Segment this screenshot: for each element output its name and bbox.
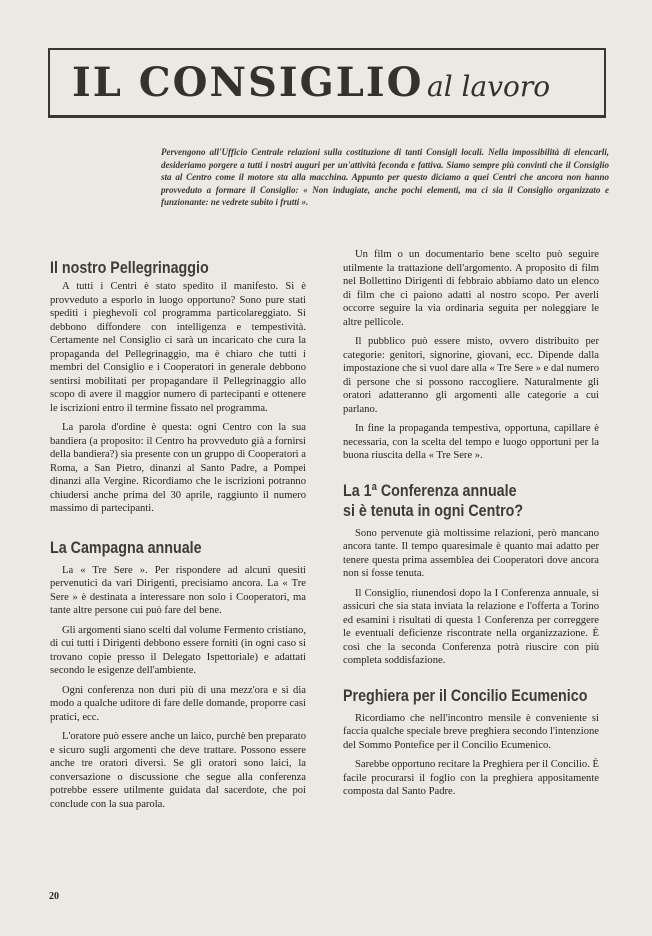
paragraph: Il Consiglio, riunendosi dopo la I Conferenza annuale, si assicuri che sia stata inviata la relazione e l'offerta a Torino ed esamini i risultati di questa 1 Conferenza per correggere le eventuali deficienze riscontrate nella organizzazione. È così che la seconda Conferenza potrà riuscire con più completa soddisfazione.: [343, 587, 599, 666]
left-column: [50, 248, 306, 811]
paragraph: Sarebbe opportuno recitare la Preghiera per il Concilio. È facile procurarsi il foglio con la preghiera appositamente composta dal Santo Padre.: [343, 759, 599, 797]
heading-pellegrinaggio: Il nostro Pellegrinaggio: [50, 258, 209, 277]
paragraph: Ogni conferenza non duri più di una mezz'ora e si dia modo a qualche uditore di fare delle domande, proporre casi pratici, ecc.: [50, 684, 306, 723]
paragraph: La « Tre Sere ». Per rispondere ad alcuni quesiti pervenutici da vari Dirigenti, precisiamo ancora. La « Tre Sere » è destinata a interessare non solo i Cooperatori, ma tante altre persone cui può fare del bene.: [50, 564, 306, 616]
paragraph: Gli argomenti siano scelti dal volume Fermento cristiano, di cui tutti i Dirigenti debbono essere forniti (in ogni caso si trovano copie presso il Delegato Ispettoriale) e adattati secondo le esigenze dell'ambiente.: [50, 624, 306, 676]
paragraph: A tutti i Centri è stato spedito il manifesto. Si è provveduto a esporlo in luogo opportuno? Sono pure stati spediti i pieghevoli col programma particolareggiato. Si debbono diffondere con intelligenza e tempestività. Certamente nel Consiglio ci sarà un incaricato che cura la propaganda del Pellegrinaggio, ma è chiaro che tutti i membri del Consiglio e i Cooperatori in generale debbono sentirsi mobilitati per propagandare il Pellegrinaggio allo scopo di avere il maggior numero di partecipanti e ottenere le iscrizioni entro il termine fissato nel programma.: [50, 281, 306, 414]
paragraph: La parola d'ordine è questa: ogni Centro con la sua bandiera (a proposito: il Centro ha provveduto già a fornirsi della bandiera?) sia presente con un gruppo di Cooperatori a Roma, a San Pietro, dinanzi al Santo Padre, a Pompei dinanzi alla Vergine. Ricordiamo che le iscrizioni potranno chiudersi anche prima del 30 aprile, raggiunto il numero massimo di partecipanti.: [50, 422, 306, 514]
heading-conferenza-line2: si è tenuta in ogni Centro?: [343, 500, 524, 520]
title-box: [48, 48, 606, 118]
heading-conferenza-line1: La 1ª Conferenza annuale: [343, 480, 517, 500]
page-number: 20: [49, 891, 59, 902]
heading-preghiera: Preghiera per il Concilio Ecumenico: [343, 685, 588, 705]
page-title: IL CONSIGLIO: [72, 59, 424, 106]
page-subtitle: al lavoro: [427, 70, 551, 103]
paragraph: Un film o un documentario bene scelto può seguire utilmente la trattazione dell'argomento. A proposito di film nel Bollettino Dirigenti di febbraio abbiamo dato un elenco di film che ci paiono adatti al nostro scopo. Per averli occorre seguire la via ordinaria seguita per noleggiare le altre pellicole.: [343, 249, 599, 328]
paragraph: L'oratore può essere anche un laico, purchè ben preparato e sicuro sugli argomenti che deve trattare. Possono essere anche tre oratori diversi. Se gli oratori sono laici, la conversazione o discussione che segue alla conferenza potrebbe essere utilmente guidata dal sacerdote, che poi conclude con la sua parola.: [50, 731, 306, 810]
paragraph: In fine la propaganda tempestiva, opportuna, capillare è necessaria, con la scelta del tempo e luogo opportuni per la buona riuscita della « Tre Sere ».: [343, 423, 599, 461]
paragraph: Sono pervenute già moltissime relazioni, però mancano ancora tante. Il tempo quaresimale è quanto mai adatto per tenere questa prima assemblea dei Cooperatori dove ancora non si fosse tenuta.: [343, 527, 599, 579]
intro-paragraph: Pervengono all'Ufficio Centrale relazioni sulla costituzione di tanti Consigli locali. Nella impossibilità di elencarli, desideriamo porgere a tutti i nostri auguri per un'attività feconda e fattiva. Siamo sempre più convinti che il Consiglio sta al Centro come il motore sta alla macchina. Appunto per questo diciamo a quei Centri che ancora non hanno provveduto a formare il Consiglio: « Non indugiate, anche pochi elementi, ma ci sia il Consiglio organizzato e funzionante: ne vedrete subito i frutti ».: [161, 147, 609, 208]
paragraph: Il pubblico può essere misto, ovvero distribuito per categorie: genitori, signorine, giovani, ecc. Dipende dalla impostazione che si vuol dare alla « Tre Sere » e dal numero di persone che si possono raccogliere. Naturalmente gli oratori adatteranno gli argomenti alle categorie a cui parlano.: [343, 336, 599, 415]
paragraph: Ricordiamo che nell'incontro mensile è conveniente si faccia qualche speciale breve preghiera secondo l'intenzione del Sommo Pontefice per il Concilio Ecumenico.: [343, 712, 599, 751]
right-column: [343, 248, 599, 799]
heading-campagna: La Campagna annuale: [50, 537, 202, 557]
